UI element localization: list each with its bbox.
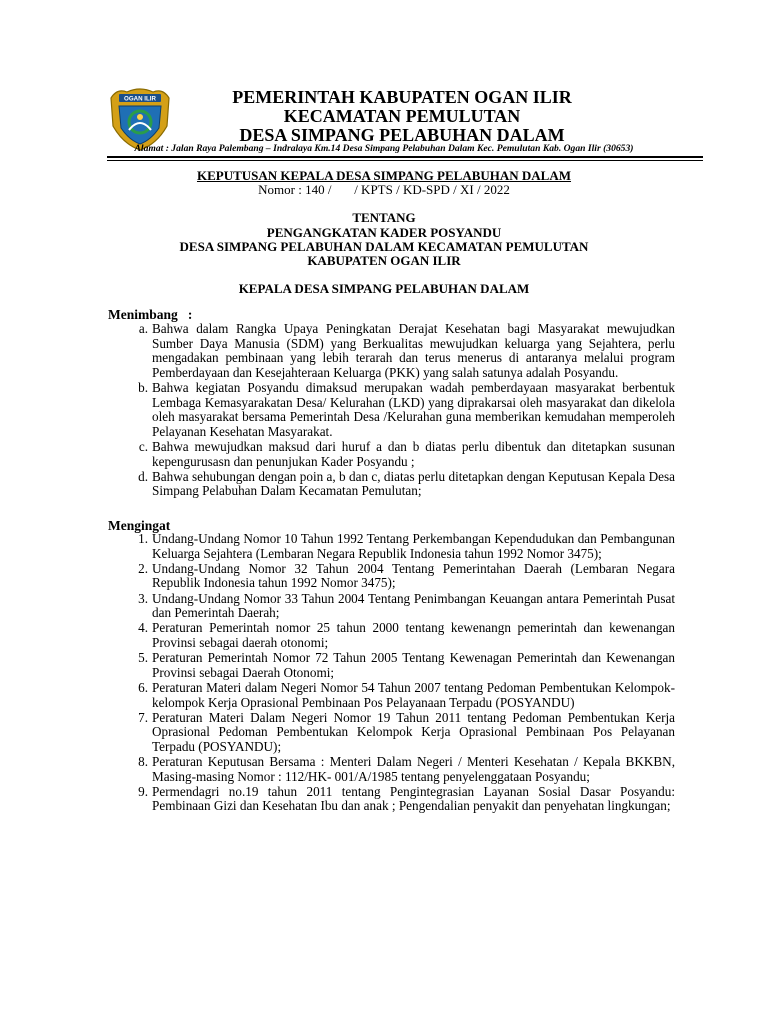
item-text: Undang-Undang Nomor 32 Tahun 2004 Tentang Pemerintahan Daerah (Lembaran Negara Republik Indonesia tahun 1992 Nomor 3475); — [152, 560, 675, 591]
item-marker: 5. — [138, 650, 148, 666]
item-marker: c. — [138, 438, 148, 454]
item-text: Undang-Undang Nomor 10 Tahun 1992 Tentang Perkembangan Kependudukan dan Pembangunan Keluarga Sejahtera (Lembaran Negara Republik Indonesia tahun 1992 Nomor 3475); — [152, 531, 675, 561]
item-text: Bahwa dalam Rangka Upaya Peningkatan Derajat Kesehatan bagi Masyarakat mewujudkan Sumber Daya Manusia (SDM) yang Berkualitas mewujudkan keluarga yang Sejahtera, perlu mengadakan pembinaan yang lebih terarah dan terus menerus di antaranya melalui program Pemberdayaan dan Kesejahteraan Keluarga (PKK) yang salah satunya adalah Posyandu. — [152, 321, 675, 380]
list-item — [108, 785, 675, 814]
menimbang-heading: Menimbang : — [108, 307, 193, 322]
decree-number: Nomor : 140 / / KPTS / KD-SPD / XI / 2022 — [258, 182, 510, 197]
item-text: Undang-Undang Nomor 33 Tahun 2004 Tentang Penimbangan Keuangan antara Pemerintah Pusat dan Pemerintah Daerah; — [152, 590, 675, 621]
list-item — [108, 592, 675, 621]
item-text: Peraturan Pemerintah Nomor 72 Tahun 2005 Tentang Kewenagan Pemerintah dan Kewenangan Provinsi sebagai Daerah Otonomi; — [152, 650, 675, 680]
list-item — [108, 470, 675, 499]
item-text: Peraturan Keputusan Bersama : Menteri Dalam Negeri / Menteri Kesehatan / Kepala BKKBN, Masing-masing Nomor : 112/HK- 001/A/1985 tentang penyelenggataan Posyandu; — [152, 754, 675, 784]
item-marker: a. — [138, 321, 148, 336]
letterhead-rule-thin — [107, 160, 703, 161]
item-marker: d. — [138, 468, 148, 484]
item-marker: 6. — [138, 679, 148, 695]
item-marker: 4. — [138, 620, 148, 636]
mengingat-list — [108, 532, 675, 815]
decree-title: KEPUTUSAN KEPALA DESA SIMPANG PELABUHAN DALAM — [196, 168, 572, 183]
list-item — [108, 711, 675, 755]
list-item — [108, 532, 675, 561]
list-item — [108, 681, 675, 710]
letterhead-district: KECAMATAN PEMULUTAN — [283, 106, 521, 126]
letterhead-regency: PEMERINTAH KABUPATEN OGAN ILIR — [232, 87, 572, 107]
item-text: Peraturan Materi dalam Negeri Nomor 54 Tahun 2007 tentang Pedoman Pembentukan Kelompok-kelompok Kerja Oprasional Pembinaan Pos Pelayanaan Terpadu (POSYANDU) — [152, 679, 675, 710]
item-marker: b. — [138, 379, 148, 395]
decree-official: KEPALA DESA SIMPANG PELABUHAN DALAM — [238, 281, 530, 296]
letterhead-address: Alamat : Jalan Raya Palembang – Indralaya Km.14 Desa Simpang Pelabuhan Dalam Kec. Pemulutan Kab. Ogan Ilir (30653) — [134, 143, 634, 154]
logo-text: OGAN ILIR — [124, 95, 156, 103]
item-text: Peraturan Pemerintah nomor 25 tahun 2000 tentang kewenangn pemerintah dan kewenangan Provinsi sebagai daerah otonomi; — [152, 620, 675, 650]
letterhead-rule-thick — [107, 156, 703, 158]
mengingat-heading: Mengingat — [108, 518, 171, 533]
list-item — [108, 621, 675, 650]
decree-subject-line-2: DESA SIMPANG PELABUHAN DALAM KECAMATAN PEMULUTAN — [179, 239, 589, 254]
decree-subject-line-3: KABUPATEN OGAN ILIR — [307, 253, 461, 268]
letterhead-village: DESA SIMPANG PELABUHAN DALAM — [239, 125, 565, 145]
item-marker: 2. — [138, 560, 148, 576]
list-item — [108, 440, 675, 469]
list-item — [108, 562, 675, 591]
item-text: Bahwa kegiatan Posyandu dimaksud merupakan wadah pemberdayaan masyarakat berbentuk Lembaga Kemasyarakatan Desa/ Kelurahan (LKD) yang diprakarsai oleh masyarakat dan dikelola oleh masyarakat bersama Pemerintah Desa /Kelurahan guna memberikan kemudahan memperoleh Pelayanan Kesehatan Masyarakat. — [152, 379, 675, 439]
list-item — [108, 755, 675, 784]
item-text: Peraturan Materi Dalam Negeri Nomor 19 Tahun 2011 tentang Pedoman Pembentukan Kerja Oprasional Pedoman Pembentukan Kelompok Kerja Oprasional Pembinaan Pos Pelayanan Terpadu (POSYANDU); — [152, 709, 675, 754]
list-item — [108, 322, 675, 380]
item-marker: 7. — [138, 709, 148, 725]
decree-about: TENTANG — [352, 210, 416, 225]
item-text: Bahwa sehubungan dengan poin a, b dan c, diatas perlu ditetapkan dengan Keputusan Kepala Desa Simpang Pelabuhan Dalam Kecamatan Pemulutan; — [152, 468, 675, 499]
menimbang-list — [108, 322, 675, 500]
item-marker: 3. — [138, 590, 148, 606]
list-item — [108, 651, 675, 680]
item-marker: 1. — [138, 531, 148, 546]
item-text: Bahwa mewujudkan maksud dari huruf a dan b diatas perlu dibentuk dan ditetapkan susunan kepengurusasn dan penunjukan Kader Posyandu ; — [152, 438, 675, 469]
item-marker: 8. — [138, 754, 148, 770]
decree-subject-line-1: PENGANGKATAN KADER POSYANDU — [266, 225, 502, 240]
item-text: Permendagri no.19 tahun 2011 tentang Pengintegrasian Layanan Sosial Dasar Posyandu: Pembinaan Gizi dan Kesehatan Ibu dan anak ; Pengendalian penyakit dan penyehatan lingkungan; — [152, 783, 675, 814]
item-marker: 9. — [138, 783, 148, 799]
list-item — [108, 381, 675, 439]
